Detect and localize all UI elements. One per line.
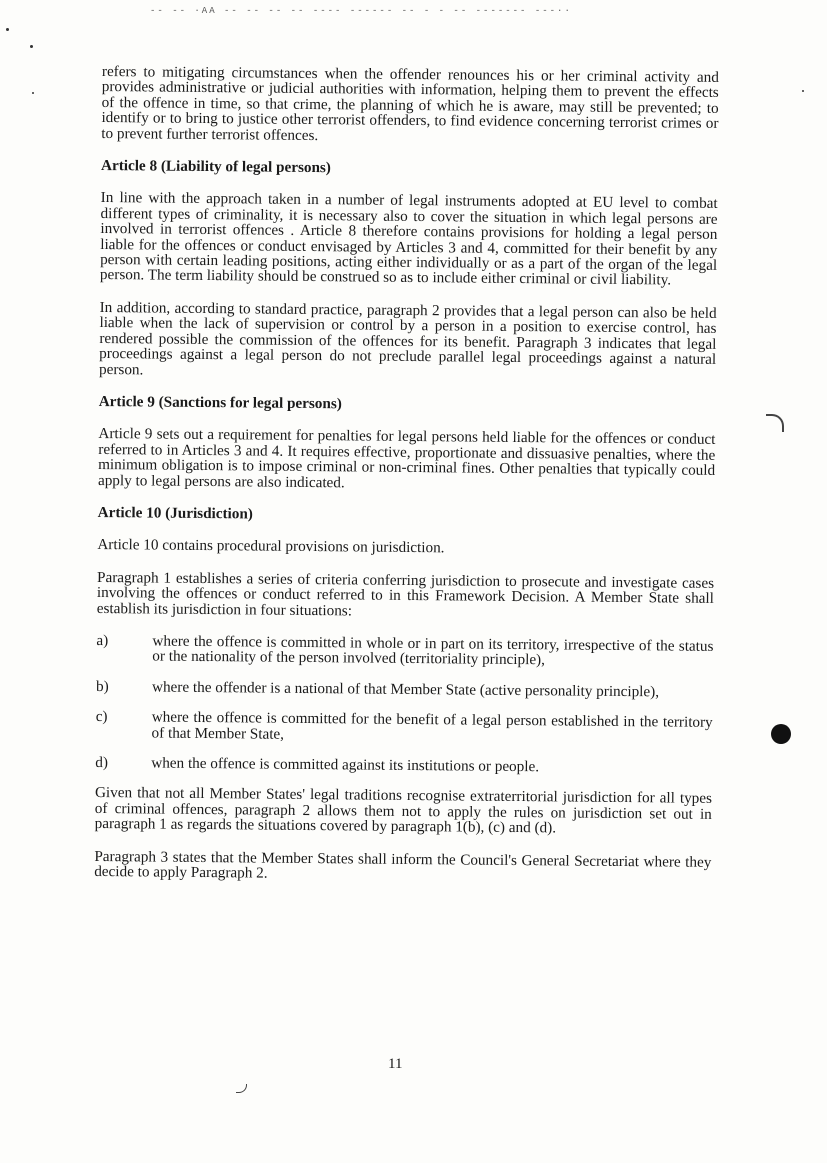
list-item-label: d) (95, 753, 109, 772)
list-item-label: b) (95, 677, 109, 695)
list-item-text: where the offence is committed for the benefit of a legal person established in the territory of that Member State, (151, 708, 713, 743)
list-item (96, 709, 713, 746)
paragraph: In line with the approach taken in a number of legal instruments adopted at EU level to combat different types of criminality, it is necessary also to cover the situation in which legal persons are involved in terrorist offences . Article 8 therefore contains provisions for holding a legal person liable for the offences or conduct envisaged by Articles 3 and 4, committed for their benefit by any person with certain leading positions, acting either individually or as a part of the organ of the legal person. The term liability should be construed so as to include either criminal or civil liability. (99, 189, 718, 289)
heading-article-10: Article 10 (Jurisdiction) (97, 503, 254, 523)
paragraph: Paragraph 1 establishes a series of criteria conferring jurisdiction to prosecute and investigate cases involving the offences or conduct referred to in this Framework Decision. A Member State shall establish its jurisdiction in four situations: (96, 568, 715, 619)
scan-mark (236, 1084, 247, 1093)
list-item (96, 679, 713, 700)
document-body (94, 64, 719, 902)
heading-article-9: Article 9 (Sanctions for legal persons) (98, 392, 342, 413)
list-item-text: where the offence is committed in whole or in part on its territory, irrespective of the status or the nationality of the person involved (territoriality principle), (152, 632, 714, 669)
paragraph: In addition, according to standard practice, paragraph 2 provides that a legal person can also be held liable when the lack of supervision or control by a person in a position to exercise control, has rendered possible the commission of the offences for its benefit. Paragraph 3 indicates that legal proceedings against a legal person do not preclude parallel legal proceedings against a natural person. (98, 298, 717, 378)
paragraph: refers to mitigating circumstances when the offender renounces his or her criminal activity and provides administrative or judicial authorities with information, helping them to prevent the effects of the offence in time, so that crime, the planning of which he is aware, may still be prevented; to identify or to bring to justice other terrorist offenders, to find evidence concerning terrorist crimes or to prevent further terrorist offences. (101, 63, 719, 144)
fax-header: -- -- ·AA -- -- -- -- ---- ------ -- - - -- ------- ---·· (150, 6, 572, 16)
list-item (96, 633, 713, 670)
list-item-label: c) (95, 708, 108, 726)
scan-speck (30, 45, 33, 48)
list-item (95, 755, 712, 776)
scan-speck (32, 92, 34, 94)
paragraph: Given that not all Member States' legal traditions recognise extraterritorial jurisdiction for all types of criminal offences, paragraph 2 allows them not to apply the rules on jurisdiction set out in paragraph 1 as regards the situations covered by paragraph 1(b), (c) and (d). (94, 784, 713, 837)
paragraph: Article 10 contains procedural provisions on jurisdiction. (97, 536, 445, 557)
paragraph: Article 9 sets out a requirement for penalties for legal persons held liable for the offences or conduct referred to in Articles 3 and 4. It requires effective, proportionate and dissuasive penalties, where the minimum obligation is to impose criminal or non-criminal fines. Other penalties that typically could apply to legal persons are also indicated. (97, 425, 716, 491)
list-item-text: where the offender is a national of that Member State (active personality principle), (151, 678, 660, 701)
scan-mark (766, 414, 784, 432)
scan-speck (6, 28, 9, 31)
paragraph: Paragraph 3 states that the Member States shall inform the Council's General Secretariat where they decide to apply Paragraph 2. (94, 847, 712, 882)
list-item-label: a) (96, 631, 109, 650)
page-number: 11 (388, 1056, 403, 1072)
heading-article-8: Article 8 (Liability of legal persons) (100, 157, 331, 177)
list-item-text: when the offence is committed against its institutions or people. (151, 754, 540, 776)
scan-blot (771, 724, 791, 744)
jurisdiction-list (95, 633, 713, 776)
scan-speck (802, 90, 804, 92)
